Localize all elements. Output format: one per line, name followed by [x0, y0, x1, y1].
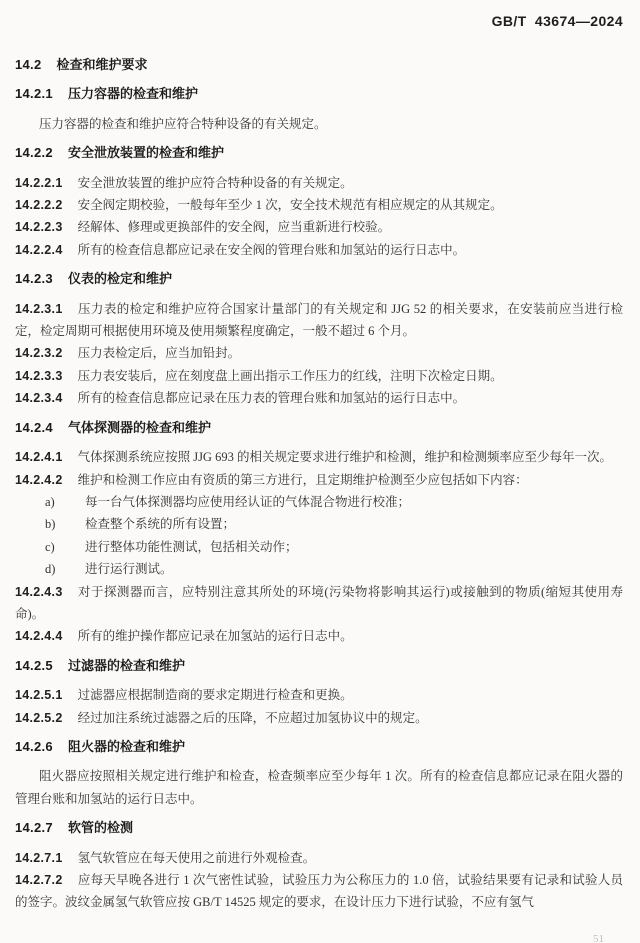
list-item	[15, 558, 623, 580]
clause	[15, 194, 623, 216]
clause-text: 经解体、修理或更换部件的安全阀，应当重新进行校验。	[77, 220, 391, 235]
clause	[15, 239, 623, 261]
list-marker: a)	[45, 494, 55, 509]
section-title: 检查和维护要求	[56, 57, 148, 72]
section-number: 14.2.6	[15, 738, 53, 754]
section-number: 14.2.1	[15, 86, 53, 102]
document-code-header: GB/T 43674—2024	[491, 13, 623, 29]
paragraph-text: 压力容器的检查和维护应符合特种设备的有关规定。	[39, 116, 327, 131]
document-body	[15, 54, 623, 914]
clause-number: 14.2.4.2	[15, 472, 63, 487]
paragraph-text: 阻火器应按照相关规定进行维护和检查，检查频率应至少每年 1 次。所有的检查信息都应记录在阻火器的管理台账和加氢站的运行日志中。	[15, 769, 623, 806]
list-text: 进行整体功能性测试，包括相关动作；	[85, 539, 298, 554]
clause-number: 14.2.2.4	[15, 242, 63, 257]
clause-text: 对于探测器而言，应特别注意其所处的环境(污染物将影响其运行)或接触到的物质(缩短其使用寿命)。	[15, 584, 623, 621]
clause-text: 所有的维护操作都应记录在加氢站的运行日志中。	[77, 629, 353, 644]
list-text: 进行运行测试。	[85, 562, 173, 577]
list-marker: b)	[45, 517, 56, 532]
clause	[15, 707, 623, 729]
clause-number: 14.2.2.2	[15, 198, 63, 213]
clause	[15, 847, 623, 869]
clause-text: 压力表检定后，应当加铅封。	[77, 346, 241, 361]
clause-number: 14.2.4.3	[15, 584, 63, 599]
list-marker: c)	[45, 539, 55, 554]
clause	[15, 342, 623, 364]
clause	[15, 172, 623, 194]
clause-text: 压力表安装后，应在刻度盘上画出指示工作压力的红线，注明下次检定日期。	[77, 368, 503, 383]
list-item	[15, 513, 623, 535]
list-marker: d)	[45, 562, 56, 577]
clause-text: 安全阀定期校验，一般每年至少 1 次，安全技术规范有相应规定的从其规定。	[77, 198, 503, 213]
clause-number: 14.2.7.1	[15, 850, 63, 865]
section-heading	[15, 268, 623, 290]
page-number: 51	[593, 933, 604, 943]
clause	[15, 365, 623, 387]
clause-text: 维护和检测工作应由有资质的第三方进行，且定期维护检测至少应包括如下内容：	[77, 472, 528, 487]
clause-number: 14.2.3.3	[15, 368, 63, 383]
clause-text: 经过加注系统过滤器之后的压降，不应超过加氢协议中的规定。	[77, 710, 428, 725]
section-number: 14.2	[15, 57, 42, 72]
clause-text: 应每天早晚各进行 1 次气密性试验，试验压力为公称压力的 1.0 倍，试验结果要有记录和试验人员的签字。波纹金属氢气软管应按 GB/T 14525 规定的要求，在设计压力下进行试验，不应有氢气	[15, 873, 623, 910]
clause	[15, 869, 623, 914]
section-number: 14.2.3	[15, 271, 53, 287]
section-title: 安全泄放装置的检查和维护	[67, 145, 224, 161]
list-text: 检查整个系统的所有设置；	[85, 517, 236, 532]
section-title: 压力容器的检查和维护	[67, 86, 198, 102]
clause	[15, 581, 623, 626]
clause-number: 14.2.4.4	[15, 629, 63, 644]
clause-text: 所有的检查信息都应记录在安全阀的管理台账和加氢站的运行日志中。	[77, 242, 466, 257]
section-heading	[15, 655, 623, 677]
clause-number: 14.2.3.4	[15, 391, 63, 406]
section-heading	[15, 817, 623, 839]
clause-text: 过滤器应根据制造商的要求定期进行检查和更换。	[77, 688, 353, 703]
clause	[15, 469, 623, 491]
section-title: 仪表的检定和维护	[67, 271, 172, 287]
section-heading	[15, 417, 623, 439]
section-heading	[15, 142, 623, 164]
section-title: 过滤器的检查和维护	[67, 657, 185, 673]
section-title: 软管的检测	[67, 820, 133, 836]
clause	[15, 298, 623, 343]
clause-number: 14.2.5.2	[15, 710, 63, 725]
clause-number: 14.2.2.3	[15, 220, 63, 235]
clause-text: 压力表的检定和维护应符合国家计量部门的有关规定和 JJG 52 的相关要求，在安装前应当进行检定，检定周期可根据使用环境及使用频繁程度确定，一般不超过 6 个月。	[15, 301, 623, 339]
list-text: 每一台气体探测器均应使用经认证的气体混合物进行校准；	[85, 494, 411, 509]
clause	[15, 446, 623, 468]
clause-text: 安全泄放装置的维护应符合特种设备的有关规定。	[77, 175, 353, 190]
clause	[15, 625, 623, 647]
clause	[15, 387, 623, 409]
paragraph	[15, 765, 623, 810]
clause-number: 14.2.5.1	[15, 688, 63, 703]
clause-number: 14.2.3.2	[15, 346, 63, 361]
clause-text: 氢气软管应在每天使用之前进行外观检查。	[77, 850, 316, 865]
clause-text: 气体探测系统应按照 JJG 693 的相关规定要求进行维护和检测，维护和检测频率应至少每年一次。	[77, 450, 612, 465]
clause-number: 14.2.7.2	[15, 873, 63, 887]
clause	[15, 216, 623, 238]
section-title: 气体探测器的检查和维护	[67, 419, 211, 435]
section-heading	[15, 83, 623, 105]
clause-number: 14.2.2.1	[15, 175, 63, 190]
clause-text: 所有的检查信息都应记录在压力表的管理台账和加氢站的运行日志中。	[77, 391, 466, 406]
clause	[15, 684, 623, 706]
list-item	[15, 536, 623, 558]
section-number: 14.2.5	[15, 657, 53, 673]
section-title: 阻火器的检查和维护	[67, 738, 185, 754]
section-number: 14.2.7	[15, 820, 53, 836]
section-number: 14.2.4	[15, 419, 53, 435]
paragraph	[15, 113, 623, 135]
section-heading	[15, 54, 623, 76]
section-heading	[15, 736, 623, 758]
list-item	[15, 491, 623, 513]
section-number: 14.2.2	[15, 145, 53, 161]
clause-number: 14.2.4.1	[15, 450, 63, 465]
clause-number: 14.2.3.1	[15, 301, 63, 316]
